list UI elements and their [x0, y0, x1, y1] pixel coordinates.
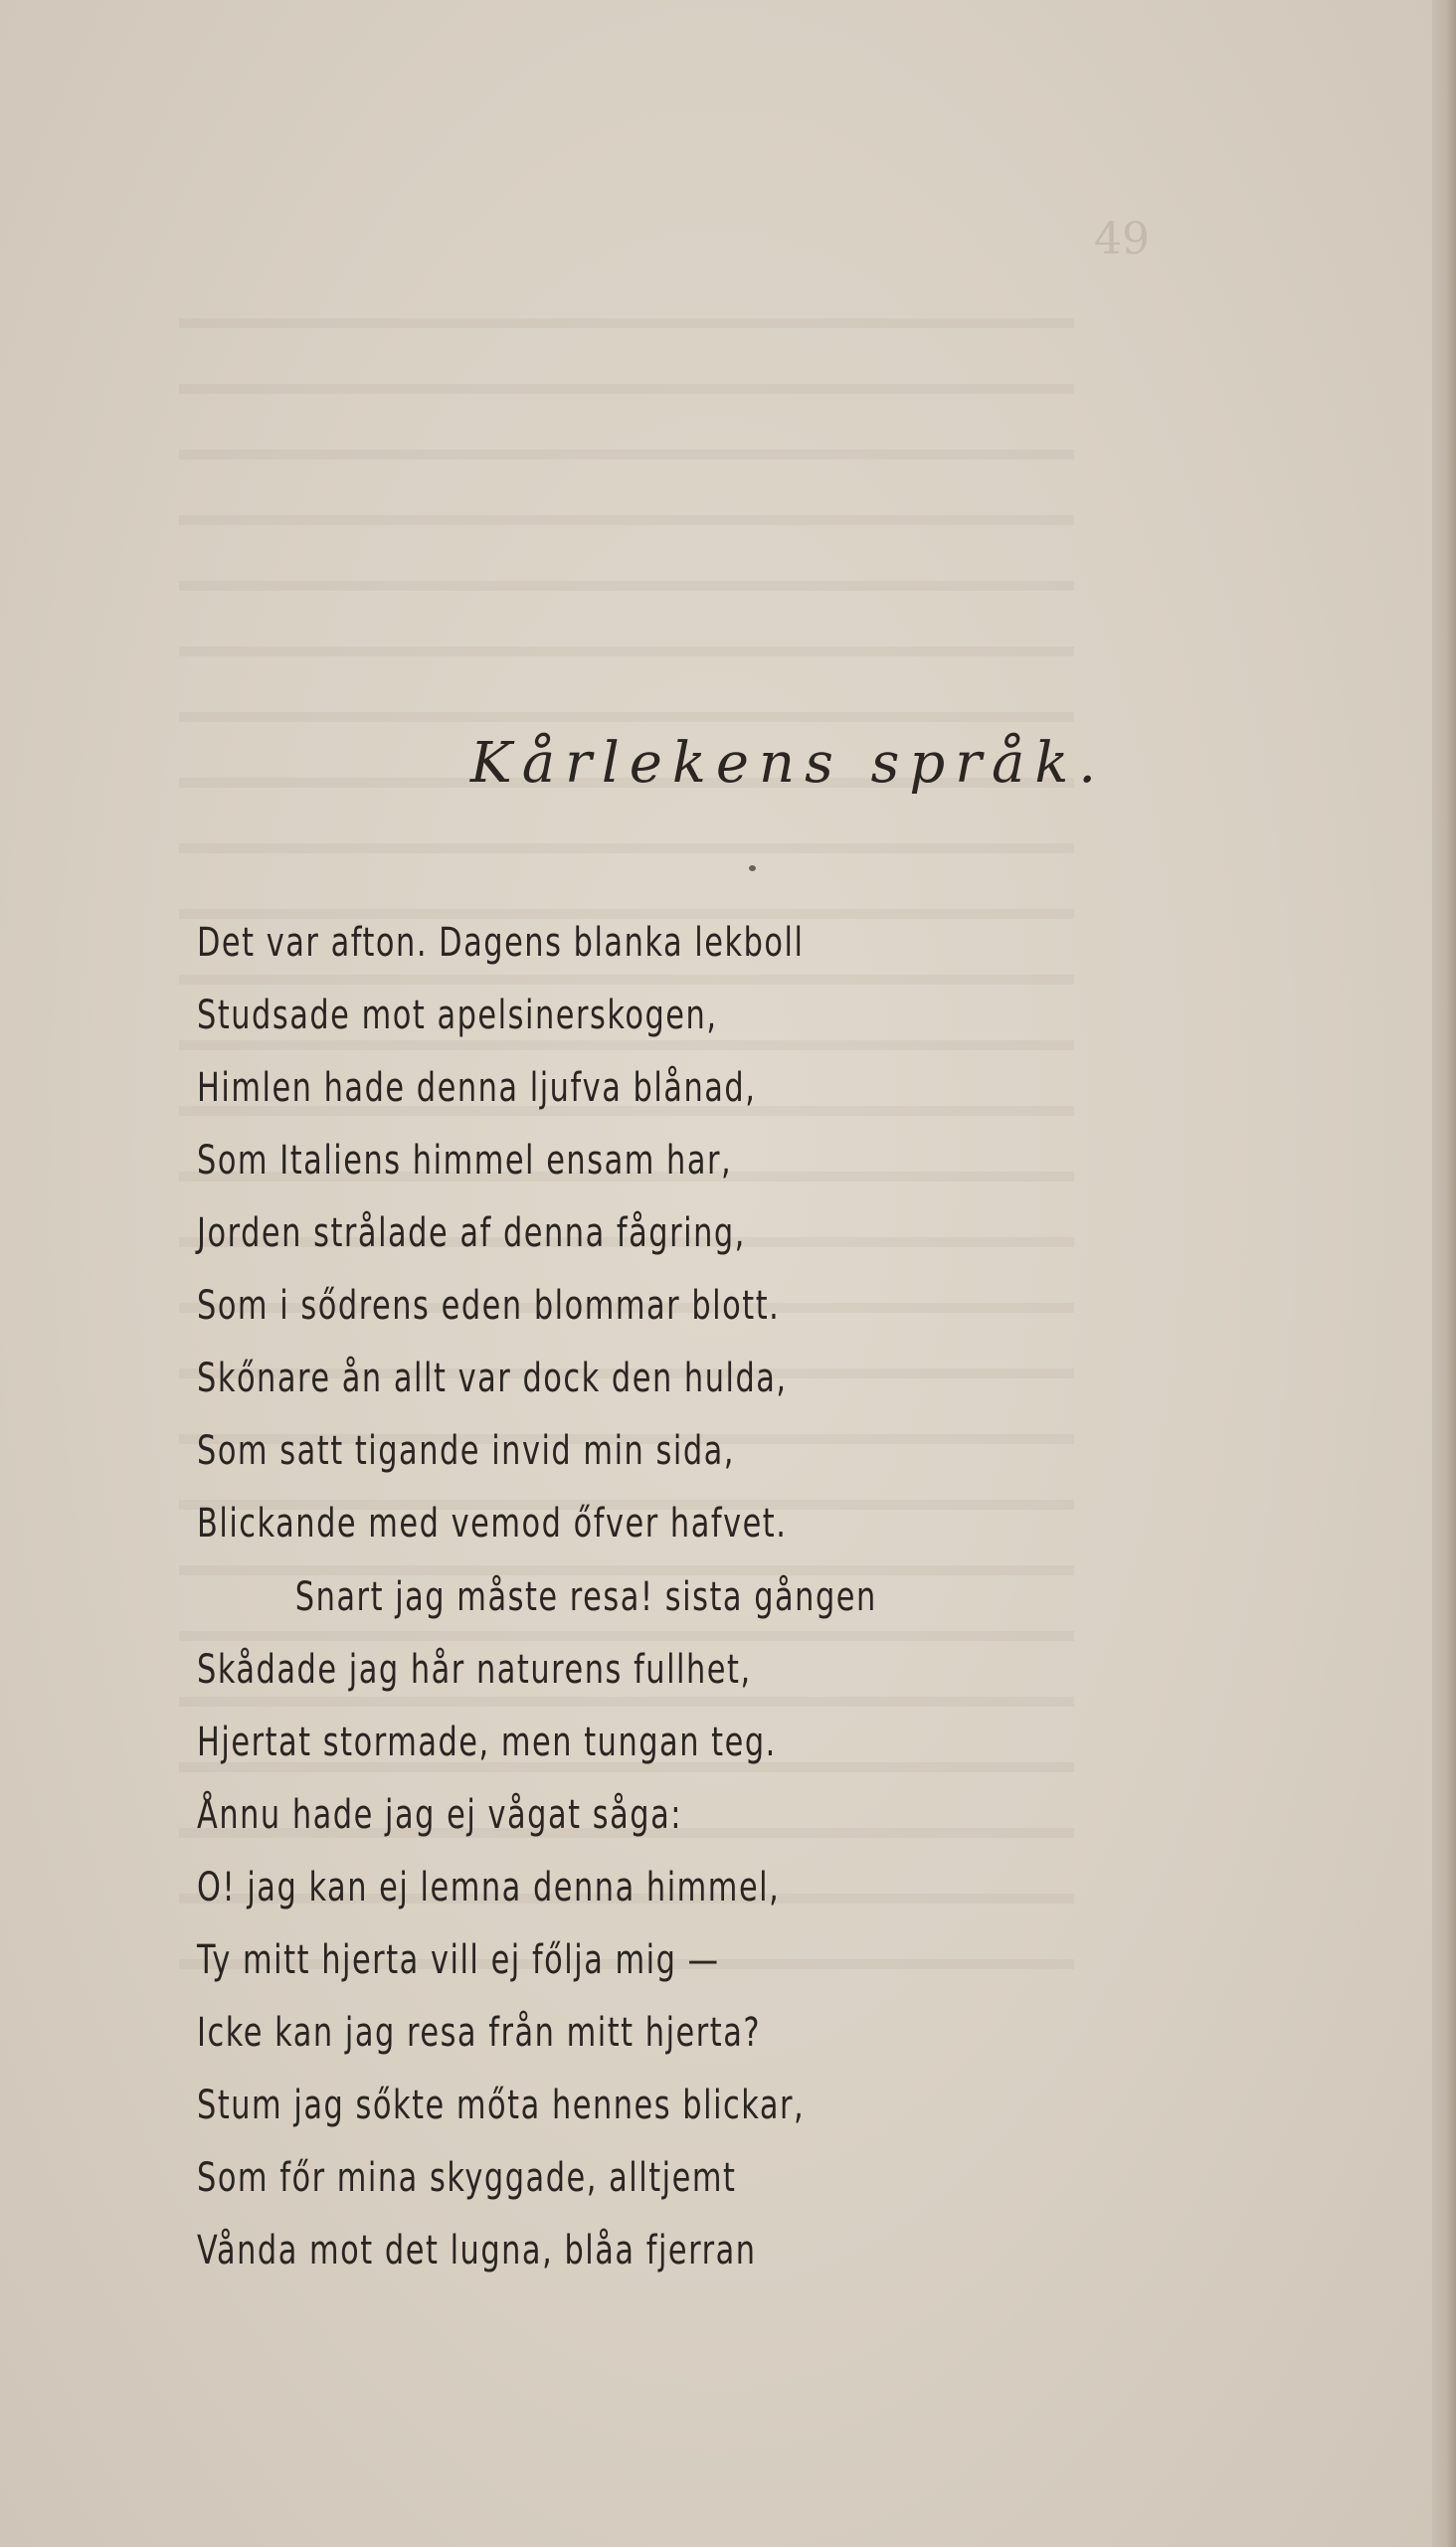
ornament-dot	[749, 865, 756, 871]
stanza-2	[197, 1561, 877, 2287]
poem-line: Det var afton. Dagens blanka lekboll	[197, 920, 805, 966]
poem-line: Snart jag måste resa! sista gången	[294, 1574, 877, 1620]
poem-line: Ånnu hade jag ej vågat såga:	[197, 1792, 682, 1838]
poem-line: Som satt tigande invid min sida,	[197, 1428, 735, 1474]
poem-line: Skådade jag hår naturens fullhet,	[197, 1647, 752, 1693]
poem-line: Jorden strålade af denna fågring,	[197, 1210, 746, 1256]
poem-line: O! jag kan ej lemna denna himmel,	[197, 1865, 781, 1910]
page-edge	[1432, 0, 1456, 2547]
poem-line: Som Italiens himmel ensam har,	[197, 1138, 733, 1183]
poem-line: Som i sődrens eden blommar blott.	[197, 1283, 781, 1329]
poem-line: Studsade mot apelsinerskogen,	[197, 993, 718, 1038]
poem-line: Hjertat stormade, men tungan teg.	[197, 1720, 777, 1765]
poem-line: Icke kan jag resa från mitt hjerta?	[197, 2010, 762, 2056]
show-through-page-number: 49	[1094, 214, 1150, 265]
poem-line: Som főr mina skyggade, alltjemt	[197, 2155, 737, 2201]
poem-line: Skőnare ån allt var dock den hulda,	[197, 1356, 788, 1401]
poem-line: Ty mitt hjerta vill ej főlja mig —	[197, 1937, 720, 1983]
poem-line: Stum jag sőkte mőta hennes blickar,	[197, 2083, 806, 2128]
poem-line: Himlen hade denna ljufva blånad,	[197, 1065, 757, 1111]
poem-title: Kårlekens språk.	[469, 731, 1107, 796]
poem-line: Blickande med vemod őfver hafvet.	[197, 1501, 788, 1546]
stanza-1	[197, 907, 804, 1560]
poem-line: Vånda mot det lugna, blåa fjerran	[197, 2228, 757, 2274]
